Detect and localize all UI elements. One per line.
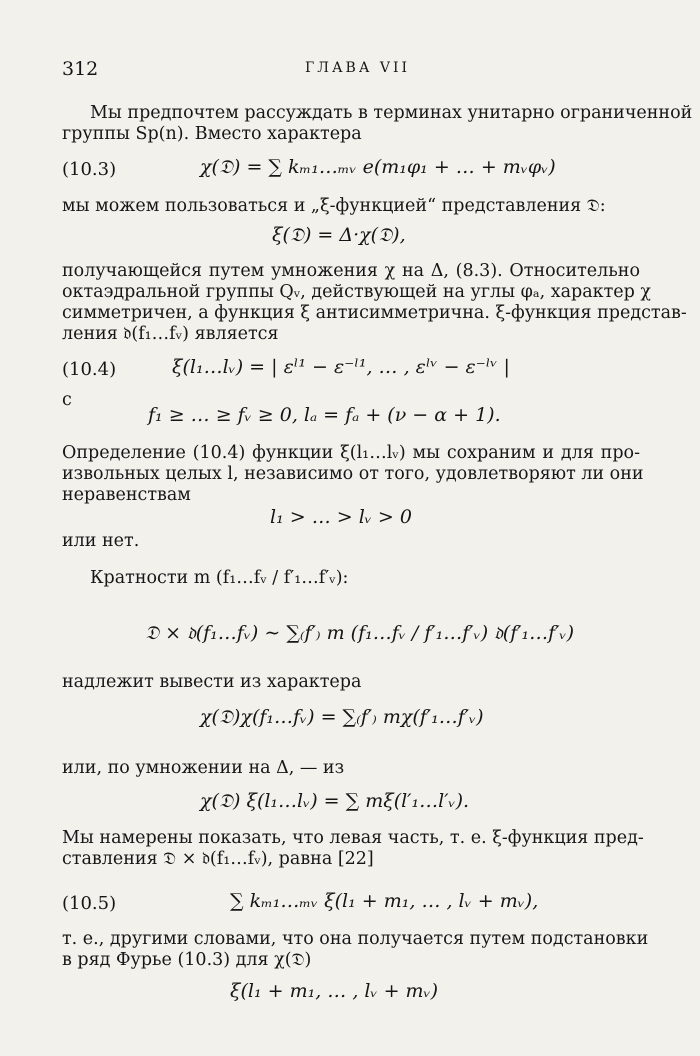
paragraph-1-line-2: группы Sp(n). Вместо характера [62, 124, 362, 144]
paragraph-3-line-3: симметричен, а функция ξ антисимметрична. ξ-функция представ- [62, 303, 687, 323]
paragraph-5-line-1: Определение (10.4) функции ξ(l₁…lᵥ) мы сохраним и для про- [62, 443, 640, 463]
paragraph-4-c: с [62, 390, 72, 410]
paragraph-11-line-1: т. е., другими словами, что она получается путем подстановки [62, 929, 649, 949]
equation-last: ξ(l₁ + m₁, … , lᵥ + mᵥ) [230, 980, 439, 1002]
paragraph-5-line-3: неравенствам [62, 485, 191, 505]
equation-multiplicity: 𝔇 × 𝔡(f₁…fᵥ) ∼ ∑₍f′₎ m (f₁…fᵥ / f′₁…f′ᵥ) 𝔡(f′₁…f′ᵥ) [145, 622, 575, 644]
paragraph-10-line-2: ставления 𝔇 × 𝔡(f₁…fᵥ), равна [22] [62, 849, 374, 869]
paragraph-11-line-2: в ряд Фурье (10.3) для χ(𝔇) [62, 950, 312, 970]
equation-xi: ξ(𝔇) = Δ·χ(𝔇), [272, 224, 406, 246]
paragraph-1-line-1: Мы предпочтем рассуждать в терминах унитарно ограниченной [90, 103, 693, 123]
chapter-title: ГЛАВА VII [305, 60, 411, 76]
equation-10-4-label: (10.4) [62, 359, 117, 380]
equation-xi-2: χ(𝔇) ξ(l₁…lᵥ) = ∑ mξ(l′₁…l′ᵥ). [200, 790, 470, 812]
equation-10-3: χ(𝔇) = ∑ kₘ₁…ₘᵥ e(m₁φ₁ + … + mᵥφᵥ) [200, 156, 556, 178]
page-number: 312 [62, 58, 99, 80]
equation-conditions: f₁ ≥ … ≥ fᵥ ≥ 0, lₐ = fₐ + (ν − α + 1). [148, 404, 501, 426]
paragraph-5-line-2: извольных целых l, независимо от того, удовлетворяют ли они [62, 464, 644, 484]
equation-character: χ(𝔇)χ(f₁…fᵥ) = ∑₍f′₎ mχ(f′₁…f′ᵥ) [200, 706, 484, 728]
equation-10-3-label: (10.3) [62, 159, 117, 180]
equation-10-5-label: (10.5) [62, 893, 117, 914]
paragraph-2-line: мы можем пользоваться и „ξ-функцией“ представления 𝔇: [62, 196, 606, 216]
equation-10-4: ξ(l₁…lᵥ) = | εˡ¹ − ε⁻ˡ¹, … , εˡᵛ − ε⁻ˡᵛ | [172, 356, 510, 378]
paragraph-7-line: Кратности m (f₁…fᵥ / f′₁…f′ᵥ): [90, 568, 349, 588]
paragraph-3-line-4: ления 𝔡(f₁…fᵥ) является [62, 324, 279, 344]
paragraph-8-line: надлежит вывести из характера [62, 672, 362, 692]
equation-inequality: l₁ > … > lᵥ > 0 [270, 506, 412, 528]
paragraph-6-line: или нет. [62, 531, 140, 551]
paragraph-10-line-1: Мы намерены показать, что левая часть, т. е. ξ-функция пред- [62, 828, 644, 848]
equation-10-5: ∑ kₘ₁…ₘᵥ ξ(l₁ + m₁, … , lᵥ + mᵥ), [230, 890, 539, 912]
paragraph-3-line-1: получающейся путем умножения χ на Δ, (8.3). Относительно [62, 261, 640, 281]
paragraph-9-line: или, по умножении на Δ, — из [62, 758, 345, 778]
paragraph-3-line-2: октаэдральной группы Qᵥ, действующей на углы φₐ, характер χ [62, 282, 652, 302]
